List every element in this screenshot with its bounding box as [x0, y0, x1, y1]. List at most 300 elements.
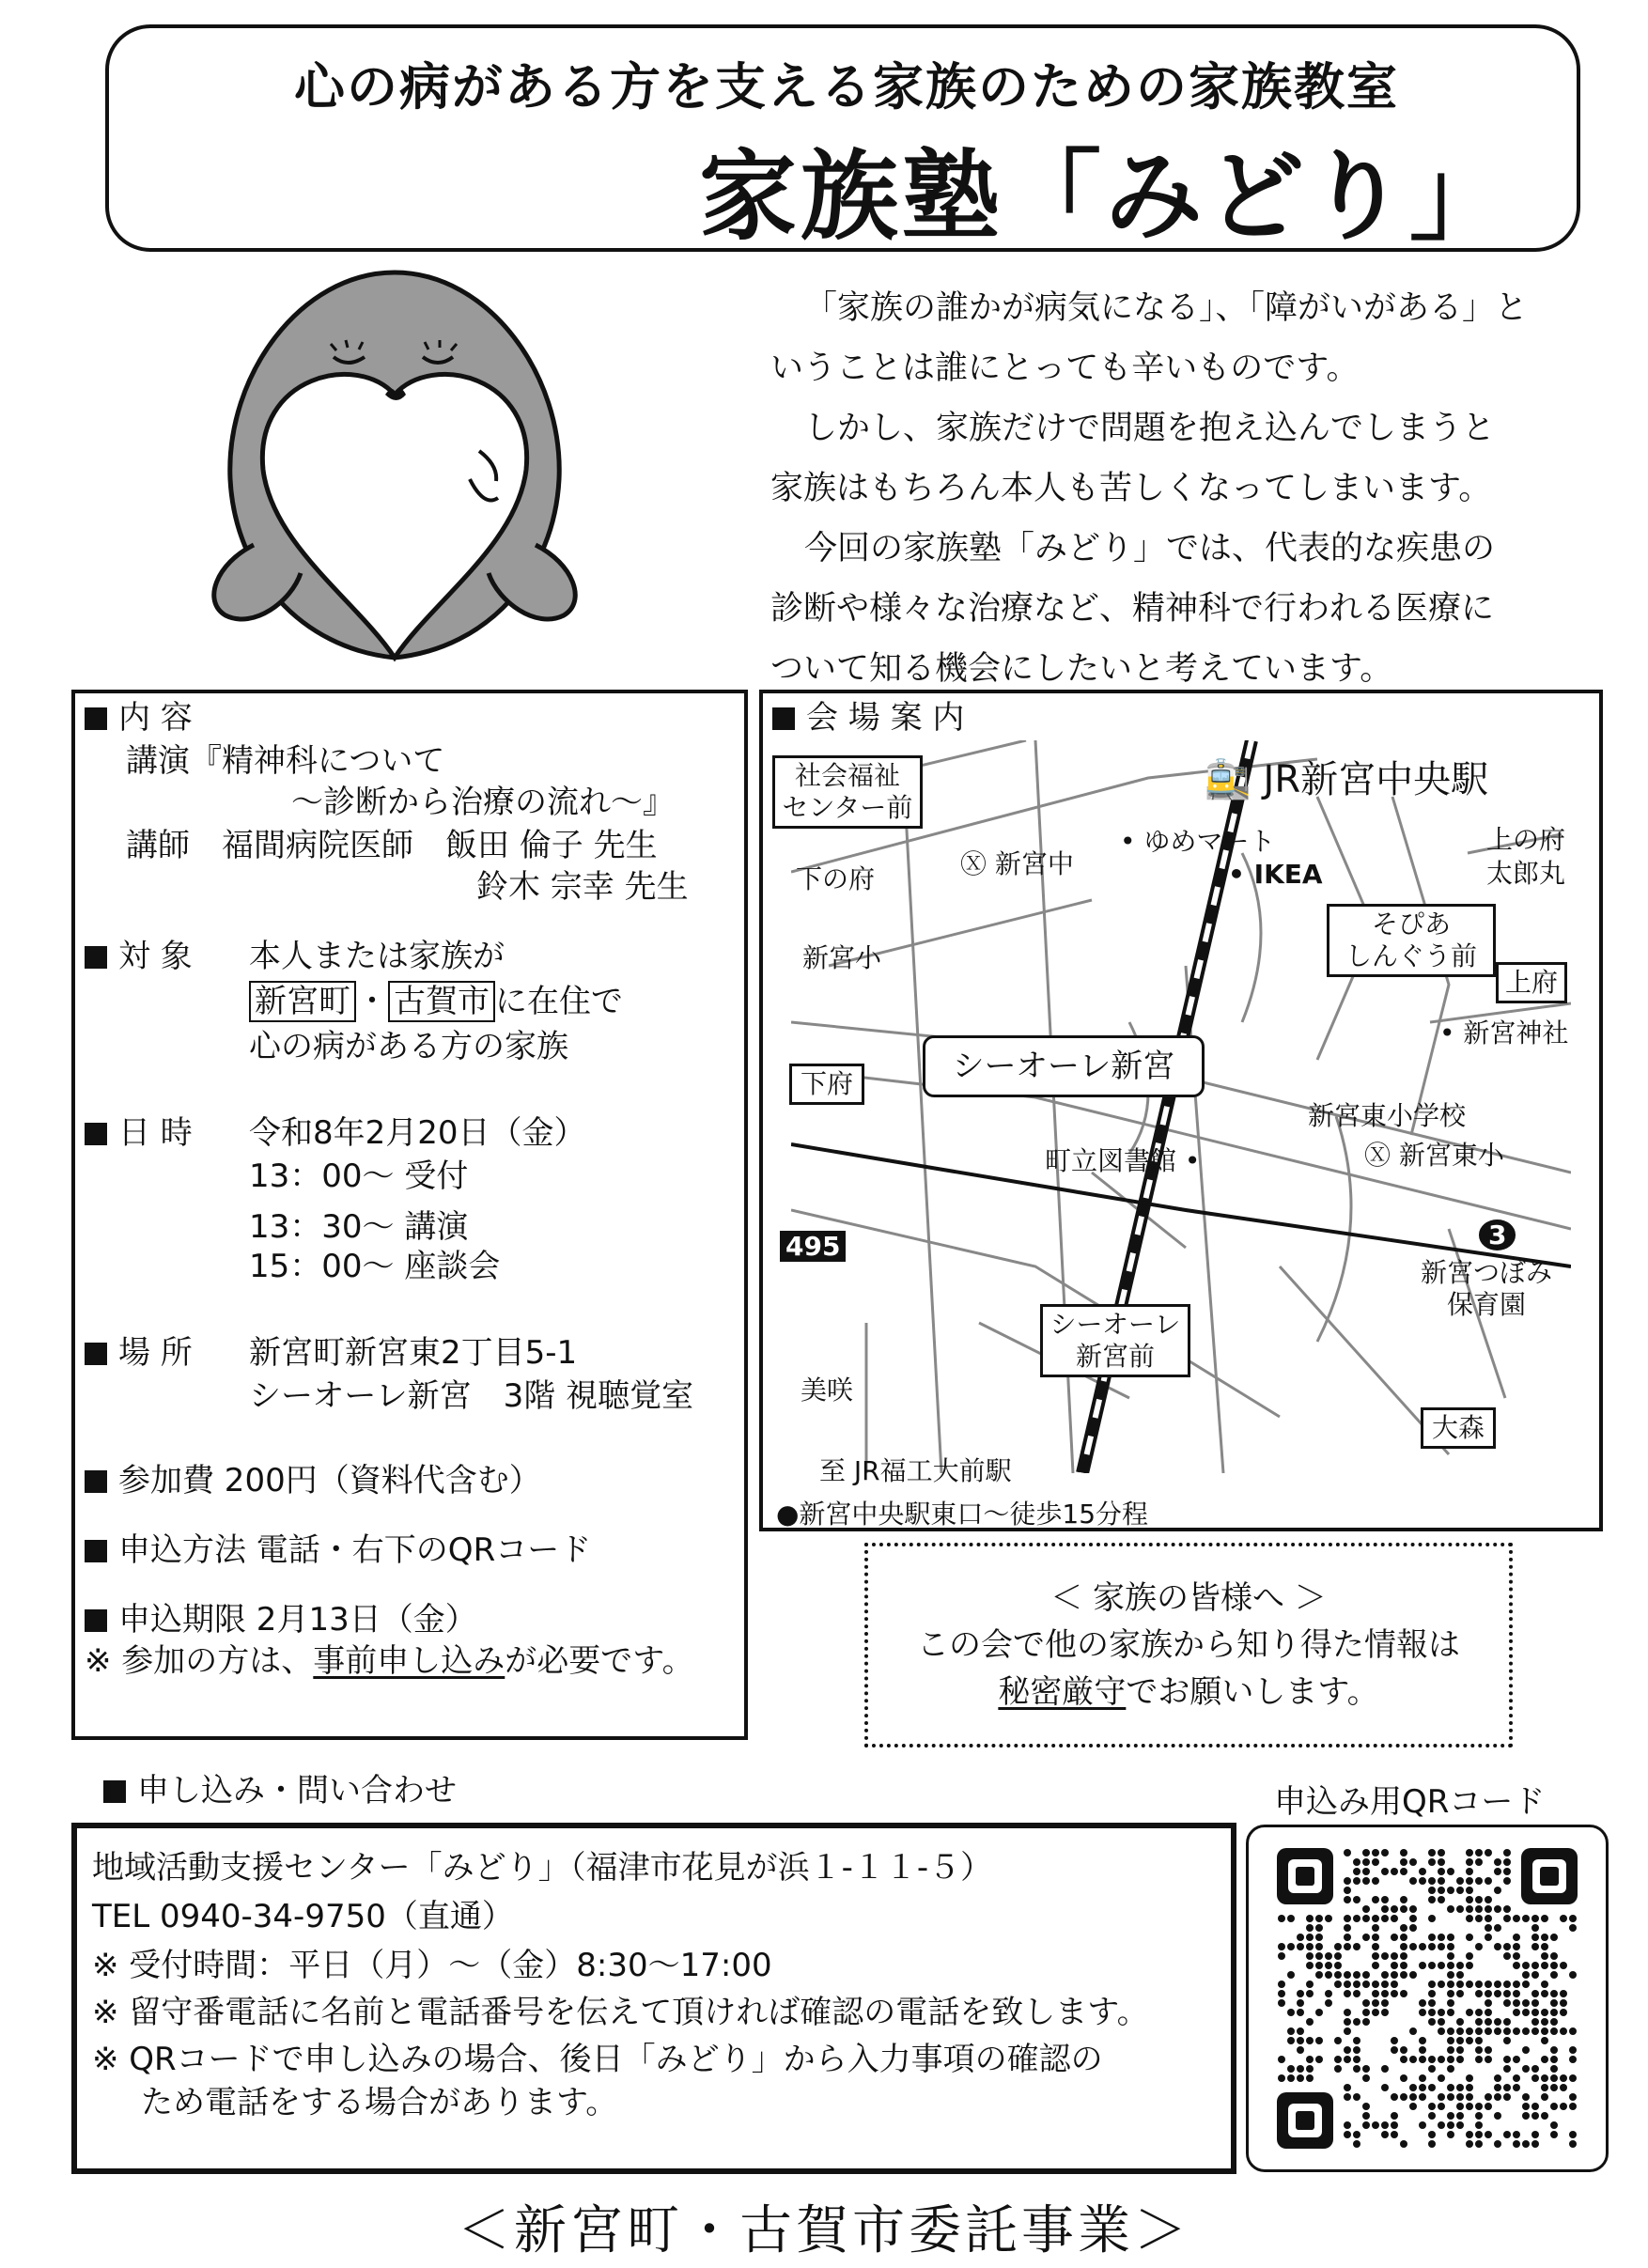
target-line: 心の病がある方の家族 — [249, 1028, 568, 1065]
qr-dot — [1503, 2018, 1511, 2026]
qr-dot — [1466, 1962, 1473, 1969]
qr-dot — [1513, 1952, 1520, 1960]
qr-dot — [1550, 2065, 1558, 2073]
qr-dot — [1438, 1887, 1445, 1894]
qr-dot — [1344, 2056, 1351, 2063]
route-495-icon: 495 — [780, 1231, 846, 1262]
event-details — [71, 690, 748, 1740]
qr-dot — [1522, 1999, 1530, 2007]
qr-dot — [1531, 1990, 1539, 1997]
qr-dot — [1503, 2131, 1511, 2138]
qr-dot — [1334, 1981, 1342, 1988]
qr-dot — [1485, 1877, 1492, 1885]
qr-dot — [1522, 2112, 1530, 2120]
map-label-fukkou: 至 JR福工大前駅 — [819, 1455, 1012, 1486]
walk-note: ●新宮中央駅東口～徒歩15分程 — [776, 1499, 1149, 1530]
qr-dot — [1550, 1952, 1558, 1960]
qr-dot — [1372, 1877, 1379, 1885]
qr-dot — [1541, 1943, 1548, 1950]
qr-dot — [1419, 1868, 1426, 1875]
method-line: 申込方法 電話・右下のQRコード — [85, 1530, 591, 1571]
qr-dot — [1466, 2009, 1473, 2016]
qr-dot — [1306, 2074, 1314, 2082]
qr-dot — [1372, 1915, 1379, 1922]
qr-dot — [1409, 1905, 1417, 1913]
qr-dot — [1569, 2140, 1577, 2148]
qr-dot — [1485, 1905, 1492, 1913]
qr-dot — [1297, 1934, 1304, 1941]
qr-dot — [1485, 1934, 1492, 1941]
qr-dot — [1428, 2131, 1436, 2138]
qr-dot — [1400, 1868, 1407, 1875]
qr-dot — [1447, 2037, 1454, 2044]
contact-phone: TEL 0940-34-9750（直通） — [92, 1898, 514, 1935]
qr-dot — [1391, 1905, 1398, 1913]
qr-dot — [1362, 1849, 1370, 1856]
qr-dot — [1409, 1915, 1417, 1922]
qr-dot — [1522, 2065, 1530, 2073]
qr-dot — [1391, 1990, 1398, 1997]
qr-dot — [1400, 1971, 1407, 1979]
qr-dot — [1485, 2093, 1492, 2101]
qr-dot — [1494, 2084, 1501, 2091]
qr-dot — [1428, 1877, 1436, 1885]
qr-dot — [1362, 1877, 1370, 1885]
qr-dot — [1494, 2112, 1501, 2120]
contact-note: ※ QRコードで申し込みの場合、後日「みどり」から入力事項の確認の — [92, 2041, 1103, 2078]
qr-dot — [1466, 2027, 1473, 2035]
qr-dot — [1362, 1999, 1370, 2007]
qr-dot — [1334, 1971, 1342, 1979]
qr-dot — [1428, 1915, 1436, 1922]
qr-dot — [1513, 2074, 1520, 2082]
qr-dot — [1569, 1915, 1577, 1922]
qr-dot — [1391, 2037, 1398, 2044]
registration-note: ※ 参加の方は、事前申し込みが必要です。 — [85, 1642, 694, 1680]
qr-dot — [1381, 1990, 1389, 1997]
qr-dot — [1362, 1934, 1370, 1941]
qr-dot — [1531, 1924, 1539, 1932]
qr-dot — [1456, 1962, 1464, 1969]
qr-dot — [1503, 1905, 1511, 1913]
notice-text: 秘密厳守でお願いします。 — [998, 1673, 1379, 1711]
notice-title: ＜ 家族の皆様へ ＞ — [1050, 1579, 1327, 1617]
qr-dot — [1569, 2027, 1577, 2035]
qr-dot — [1344, 1990, 1351, 1997]
qr-dot — [1400, 1905, 1407, 1913]
venue-callout: シーオーレ新宮 — [923, 1035, 1205, 1097]
qr-dot — [1438, 1849, 1445, 1856]
qr-dot — [1522, 2027, 1530, 2035]
qr-dot — [1325, 1999, 1332, 2007]
qr-dot — [1381, 1849, 1389, 1856]
target-towns: 新宮町 ・ 古賀市 に在住で — [249, 981, 623, 1022]
qr-dot — [1362, 1915, 1370, 1922]
contact-heading: 申し込み・問い合わせ — [103, 1764, 457, 1810]
qr-dot — [1372, 1962, 1379, 1969]
qr-dot — [1306, 1962, 1314, 1969]
qr-dot — [1353, 2093, 1360, 2101]
qr-dot — [1428, 1858, 1436, 1866]
qr-dot — [1541, 2037, 1548, 2044]
qr-dot — [1466, 2074, 1473, 2082]
qr-dot — [1494, 1990, 1501, 1997]
qr-dot — [1541, 1915, 1548, 1922]
qr-dot — [1513, 2084, 1520, 2091]
qr-dot — [1513, 2131, 1520, 2138]
map-label-ikea: • IKEA — [1228, 859, 1323, 890]
intro-line: 診断や様々な治療など、精神科で行われる医療に — [770, 590, 1495, 628]
qr-dot — [1531, 1934, 1539, 1941]
map-label-shingu-chu: Ⓧ 新宮中 — [960, 848, 1074, 879]
qr-dot — [1409, 1971, 1417, 1979]
qr-dot — [1569, 2056, 1577, 2063]
qr-dot — [1560, 1990, 1567, 1997]
qr-dot — [1438, 1858, 1445, 1866]
privacy-notice — [864, 1543, 1513, 1748]
qr-dot — [1400, 2046, 1407, 2054]
qr-dot — [1391, 1915, 1398, 1922]
qr-dot — [1306, 2018, 1314, 2026]
qr-dot — [1325, 1990, 1332, 1997]
qr-dot — [1372, 1990, 1379, 1997]
qr-dot — [1531, 2074, 1539, 2082]
qr-dot — [1541, 1934, 1548, 1941]
qr-dot — [1550, 2056, 1558, 2063]
qr-dot — [1522, 1915, 1530, 1922]
qr-dot — [1381, 2065, 1389, 2073]
contact-org: 地域活動支援センター「みどり」（福津市花見が浜１-１１-５） — [92, 1849, 993, 1887]
qr-dot — [1475, 1877, 1483, 1885]
qr-dot — [1344, 1981, 1351, 1988]
qr-dot — [1353, 1858, 1360, 1866]
qr-dot — [1297, 1943, 1304, 1950]
qr-dot — [1315, 1915, 1323, 1922]
qr-dot — [1391, 2131, 1398, 2138]
qr-dot — [1522, 2140, 1530, 2148]
notice-text: この会で他の家族から知り得た情報は — [917, 1626, 1460, 1664]
qr-dot — [1391, 2121, 1398, 2129]
qr-dot — [1428, 1943, 1436, 1950]
qr-dot — [1438, 1877, 1445, 1885]
qr-dot — [1494, 2093, 1501, 2101]
qr-dot — [1456, 2121, 1464, 2129]
qr-dot — [1315, 1952, 1323, 1960]
qr-dot — [1278, 1999, 1285, 2007]
qr-dot — [1353, 1877, 1360, 1885]
qr-dot — [1466, 1981, 1473, 1988]
qr-dot — [1278, 1952, 1285, 1960]
qr-dot — [1344, 2027, 1351, 2035]
qr-dot — [1522, 1971, 1530, 1979]
square-bullet-icon — [85, 946, 107, 969]
qr-dot — [1419, 2046, 1426, 2054]
qr-dot — [1419, 2056, 1426, 2063]
qr-dot — [1503, 1981, 1511, 1988]
qr-dot — [1306, 2056, 1314, 2063]
qr-dot — [1485, 1990, 1492, 1997]
qr-dot — [1503, 2084, 1511, 2091]
qr-dot — [1297, 2009, 1304, 2016]
qr-dot — [1287, 2009, 1295, 2016]
qr-dot — [1550, 2046, 1558, 2054]
qr-dot — [1409, 1877, 1417, 1885]
qr-dot — [1344, 1971, 1351, 1979]
qr-dot — [1550, 2121, 1558, 2129]
square-bullet-icon — [85, 1540, 107, 1562]
qr-dot — [1447, 2131, 1454, 2138]
qr-dot — [1438, 1962, 1445, 1969]
qr-dot — [1278, 1990, 1285, 1997]
qr-dot — [1475, 1943, 1483, 1950]
qr-dot — [1438, 2056, 1445, 2063]
qr-dot — [1550, 2009, 1558, 2016]
qr-dot — [1531, 2112, 1539, 2120]
qr-dot — [1531, 1999, 1539, 2007]
qr-dot — [1297, 1990, 1304, 1997]
qr-dot — [1297, 2037, 1304, 2044]
qr-dot — [1456, 2046, 1464, 2054]
qr-dot — [1278, 1981, 1285, 1988]
qr-dot — [1466, 1868, 1473, 1875]
qr-dot — [1550, 1962, 1558, 1969]
town-shingu: 新宮町 — [249, 981, 356, 1022]
qr-dot — [1541, 2027, 1548, 2035]
lecture-subtitle: ～診断から治療の流れ～』 — [291, 784, 675, 821]
qr-dot — [1372, 1934, 1379, 1941]
qr-dot — [1381, 1915, 1389, 1922]
qr-dot — [1353, 1915, 1360, 1922]
qr-dot — [1541, 2112, 1548, 2120]
page-title: 家族塾「みどり」 — [698, 139, 1511, 254]
qr-dot — [1447, 1905, 1454, 1913]
qr-dot — [1372, 1952, 1379, 1960]
qr-dot — [1513, 1999, 1520, 2007]
map-label-yume: • ゆめマート — [1120, 826, 1276, 857]
qr-dot — [1438, 2018, 1445, 2026]
qr-dot — [1391, 1868, 1398, 1875]
event-date: 令和8年2月20日（金） — [249, 1114, 586, 1152]
map-label-higashisho: Ⓧ 新宮東小 — [1364, 1140, 1504, 1171]
qr-dot — [1353, 1943, 1360, 1950]
square-bullet-icon — [85, 1123, 107, 1145]
qr-code-frame[interactable] — [1246, 1825, 1609, 2172]
qr-dot — [1485, 2056, 1492, 2063]
square-bullet-icon — [103, 1780, 126, 1803]
qr-dot — [1466, 1887, 1473, 1894]
qr-dot — [1550, 2018, 1558, 2026]
qr-dot — [1428, 2018, 1436, 2026]
qr-dot — [1419, 1943, 1426, 1950]
qr-dot — [1353, 2065, 1360, 2073]
qr-dot — [1560, 2027, 1567, 2035]
qr-dot — [1315, 2009, 1323, 2016]
qr-dot — [1372, 1999, 1379, 2007]
qr-dot — [1372, 1858, 1379, 1866]
qr-dot — [1560, 2074, 1567, 2082]
qr-dot — [1315, 2056, 1323, 2063]
qr-dot — [1503, 1868, 1511, 1875]
qr-dot — [1362, 2121, 1370, 2129]
map-label-kaminofu: 上の府 太郎丸 — [1486, 824, 1566, 889]
qr-dot — [1550, 2084, 1558, 2091]
qr-dot — [1344, 1924, 1351, 1932]
qr-dot — [1522, 2009, 1530, 2016]
qr-dot — [1353, 2037, 1360, 2044]
qr-dot — [1513, 2027, 1520, 2035]
qr-dot — [1428, 1962, 1436, 1969]
qr-dot — [1391, 1971, 1398, 1979]
section-heading-map: 会 場 案 内 — [772, 697, 964, 738]
qr-dot — [1438, 1896, 1445, 1903]
qr-dot — [1419, 2093, 1426, 2101]
qr-dot — [1362, 1868, 1370, 1875]
qr-dot — [1550, 1999, 1558, 2007]
qr-dot — [1353, 2046, 1360, 2054]
qr-dot — [1531, 2027, 1539, 2035]
qr-dot — [1315, 1962, 1323, 1969]
qr-dot — [1325, 1952, 1332, 1960]
venue-map — [759, 690, 1603, 1531]
qr-dot — [1344, 1877, 1351, 1885]
qr-dot — [1409, 2027, 1417, 2035]
qr-code[interactable] — [1277, 1848, 1578, 2149]
qr-dot — [1466, 1849, 1473, 1856]
intro-line: しかし、家族だけで問題を抱え込んでしまうと — [804, 410, 1496, 447]
qr-dot — [1560, 1999, 1567, 2007]
section-heading-place: 場 所 — [85, 1332, 193, 1374]
qr-dot — [1456, 2093, 1464, 2101]
qr-dot — [1400, 2140, 1407, 2148]
qr-dot — [1372, 1924, 1379, 1932]
qr-dot — [1531, 2018, 1539, 2026]
qr-dot — [1541, 2093, 1548, 2101]
qr-dot — [1466, 2140, 1473, 2148]
qr-dot — [1475, 2140, 1483, 2148]
qr-dot — [1550, 2103, 1558, 2110]
qr-dot — [1475, 1915, 1483, 1922]
qr-dot — [1419, 1877, 1426, 1885]
qr-dot — [1485, 2046, 1492, 2054]
qr-dot — [1391, 1981, 1398, 1988]
qr-dot — [1475, 2112, 1483, 2120]
qr-dot — [1325, 1962, 1332, 1969]
qr-dot — [1315, 1943, 1323, 1950]
qr-dot — [1447, 1934, 1454, 1941]
qr-dot — [1287, 2027, 1295, 2035]
qr-dot — [1485, 1849, 1492, 1856]
qr-dot — [1541, 2018, 1548, 2026]
qr-dot — [1494, 2018, 1501, 2026]
qr-dot — [1466, 2084, 1473, 2091]
qr-dot — [1381, 1971, 1389, 1979]
map-label-tsubomi: 新宮つぼみ 保育園 — [1421, 1257, 1553, 1320]
qr-dot — [1466, 2103, 1473, 2110]
qr-dot — [1503, 1915, 1511, 1922]
qr-dot — [1466, 1858, 1473, 1866]
bus-stop-seaore: シーオーレ 新宮前 — [1040, 1304, 1190, 1377]
qr-dot — [1456, 2056, 1464, 2063]
qr-dot — [1362, 1981, 1370, 1988]
qr-dot — [1428, 1999, 1436, 2007]
qr-dot — [1447, 1952, 1454, 1960]
qr-dot — [1344, 2009, 1351, 2016]
qr-dot — [1381, 2121, 1389, 2129]
qr-dot — [1456, 1887, 1464, 1894]
qr-dot — [1466, 1905, 1473, 1913]
qr-dot — [1306, 1952, 1314, 1960]
qr-dot — [1541, 2009, 1548, 2016]
qr-dot — [1428, 2056, 1436, 2063]
qr-dot — [1560, 2103, 1567, 2110]
qr-dot — [1447, 1999, 1454, 2007]
qr-dot — [1475, 1905, 1483, 1913]
qr-dot — [1494, 2027, 1501, 2035]
qr-dot — [1513, 1915, 1520, 1922]
schedule-item: 13：30～ 講演 — [249, 1208, 469, 1246]
qr-dot — [1306, 1934, 1314, 1941]
qr-dot — [1503, 2065, 1511, 2073]
qr-dot — [1550, 1990, 1558, 1997]
qr-dot — [1438, 2027, 1445, 2035]
qr-dot — [1334, 2056, 1342, 2063]
qr-dot — [1428, 1981, 1436, 1988]
qr-dot — [1438, 1943, 1445, 1950]
qr-dot — [1372, 2121, 1379, 2129]
qr-dot — [1353, 1981, 1360, 1988]
qr-dot — [1560, 2009, 1567, 2016]
qr-dot — [1297, 2065, 1304, 2073]
qr-dot — [1531, 1915, 1539, 1922]
qr-dot — [1315, 2037, 1323, 2044]
qr-dot — [1381, 1868, 1389, 1875]
qr-dot — [1475, 1990, 1483, 1997]
qr-dot — [1419, 2074, 1426, 2082]
qr-dot — [1569, 2046, 1577, 2054]
qr-dot — [1362, 2009, 1370, 2016]
qr-dot — [1409, 2084, 1417, 2091]
qr-dot — [1494, 1981, 1501, 1988]
qr-dot — [1278, 1915, 1285, 1922]
qr-dot — [1428, 2103, 1436, 2110]
qr-dot — [1503, 1849, 1511, 1856]
qr-dot — [1409, 2093, 1417, 2101]
qr-dot — [1503, 1952, 1511, 1960]
qr-dot — [1428, 1990, 1436, 1997]
qr-dot — [1485, 1999, 1492, 2007]
lecturer-line-2: 鈴木 宗幸 先生 — [476, 868, 689, 906]
qr-dot — [1494, 1924, 1501, 1932]
qr-dot — [1353, 1990, 1360, 1997]
qr-dot — [1447, 2009, 1454, 2016]
contact-hours: ※ 受付時間：平日（月）～（金）8:30～17:00 — [92, 1947, 772, 1984]
title-banner — [105, 24, 1580, 252]
qr-dot — [1569, 2103, 1577, 2110]
qr-dot — [1569, 1971, 1577, 1979]
map-label-shrine: • 新宮神社 — [1439, 1017, 1569, 1049]
qr-dot — [1541, 2056, 1548, 2063]
qr-dot — [1344, 1849, 1351, 1856]
qr-dot — [1306, 2065, 1314, 2073]
qr-dot — [1419, 1999, 1426, 2007]
qr-dot — [1513, 1990, 1520, 1997]
qr-dot — [1344, 2093, 1351, 2101]
qr-dot — [1334, 2065, 1342, 2073]
qr-dot — [1278, 2056, 1285, 2063]
qr-dot — [1466, 1934, 1473, 1941]
qr-dot — [1409, 1943, 1417, 1950]
qr-dot — [1315, 1934, 1323, 1941]
